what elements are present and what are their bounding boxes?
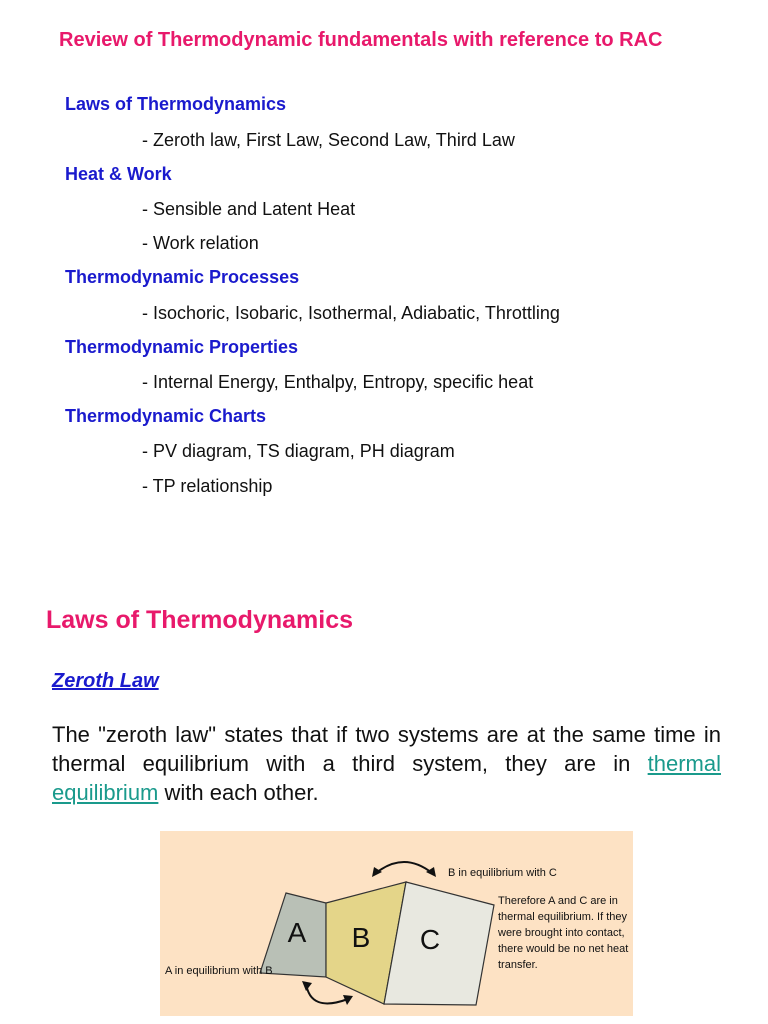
page-title: Review of Thermodynamic fundamentals with reference to RAC <box>59 29 663 51</box>
toc-heading: Laws of Thermodynamics <box>65 94 287 114</box>
caption-bc: B in equilibrium with C <box>448 867 557 879</box>
paragraph-text-end: with each other. <box>158 780 319 805</box>
thermal-equilibrium-link[interactable]: thermal equilibrium <box>52 751 721 805</box>
label-c: C <box>419 924 441 955</box>
arrow-ab-icon <box>306 983 348 1003</box>
toc-heading: Thermodynamic Properties <box>65 337 299 357</box>
toc-item: - TP relationship <box>142 476 273 496</box>
figure-note: Therefore A and C are in thermal equilibrium. If they were brought into contact, there would be no net heat transfer. <box>498 895 629 971</box>
arrowhead-right-icon <box>426 867 436 877</box>
toc-heading: Thermodynamic Processes <box>65 267 300 287</box>
arrow-bc-icon <box>376 862 432 873</box>
arrowhead-left-icon <box>372 867 382 877</box>
toc-item: - PV diagram, TS diagram, PH diagram <box>142 441 455 461</box>
toc-item: - Zeroth law, First Law, Second Law, Third Law <box>142 130 515 150</box>
arrowhead-up-icon <box>302 981 312 991</box>
toc-heading: Heat & Work <box>65 164 172 184</box>
label-a: A <box>287 917 307 948</box>
section-title: Laws of Thermodynamics <box>46 606 354 634</box>
toc-item: - Work relation <box>142 233 259 253</box>
paragraph-text-start: The "zeroth law" states that if two systems are at the same time in thermal equilibrium with a third system, they are in <box>52 722 721 776</box>
toc-item: - Sensible and Latent Heat <box>142 199 356 219</box>
zeroth-law-subtitle: Zeroth Law <box>52 670 159 692</box>
label-b: B <box>351 922 371 953</box>
toc-heading: Thermodynamic Charts <box>65 406 267 426</box>
zeroth-law-figure <box>160 831 633 1016</box>
caption-ab: A in equilibrium with B <box>165 965 273 977</box>
zeroth-law-paragraph <box>52 720 721 807</box>
toc-item: - Isochoric, Isobaric, Isothermal, Adiabatic, Throttling <box>142 303 560 323</box>
toc-item: - Internal Energy, Enthalpy, Entropy, specific heat <box>142 372 534 392</box>
